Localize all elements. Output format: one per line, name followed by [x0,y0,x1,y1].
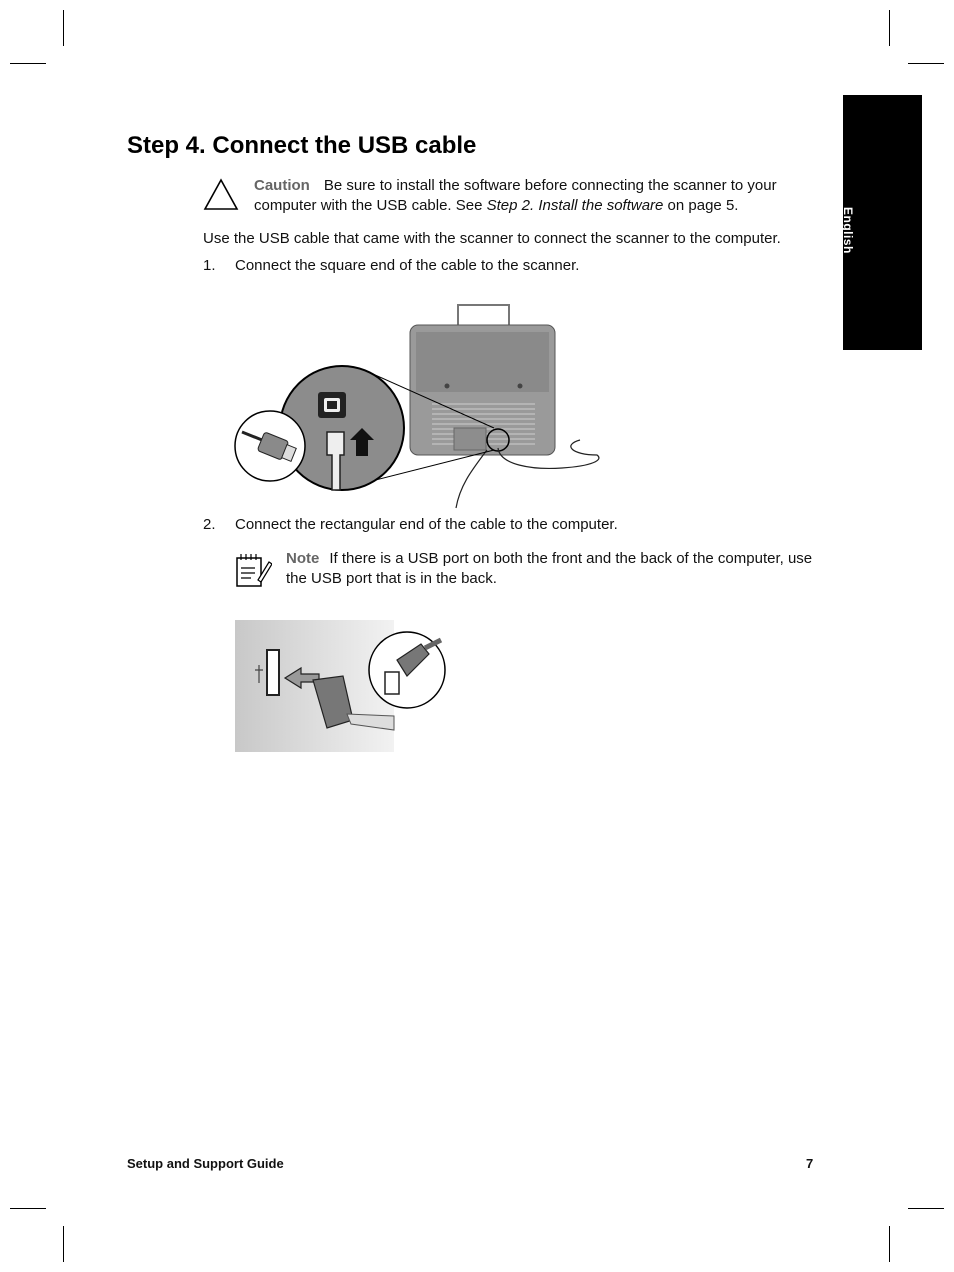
caution-triangle-icon [203,178,239,211]
step-number: 2. [203,516,216,533]
caution-reference: Step 2. Install the software [486,197,664,214]
crop-mark [889,1226,890,1262]
note-pad-icon [234,552,272,588]
note-label: Note [286,550,320,567]
caution-label: Caution [254,177,310,194]
crop-mark [889,10,890,46]
language-tab [843,95,922,350]
computer-usb-illustration [235,620,450,752]
caution-block [254,176,819,216]
crop-mark [10,1208,46,1209]
caution-text-end: on page 5. [663,197,739,214]
intro-paragraph: Use the USB cable that came with the scanner to connect the scanner to the computer. [203,230,781,247]
page-title: Step 4. Connect the USB cable [127,132,477,159]
note-text: If there is a USB port on both the front and the back of the computer, use the USB port that is in the back. [286,550,813,587]
step-text: Connect the rectangular end of the cable to the computer. [235,516,618,533]
note-block [286,549,821,589]
footer-guide-title: Setup and Support Guide [127,1156,284,1171]
crop-mark [908,1208,944,1209]
caution-text: Be sure to install the software before connecting the scanner to your computer with the USB cable. See [254,177,777,214]
scanner-usb-illustration [232,300,612,510]
page-number: 7 [806,1156,814,1171]
crop-mark [63,10,64,46]
step-number: 1. [203,257,216,274]
crop-mark [63,1226,64,1262]
language-tab-label: English [841,207,855,254]
crop-mark [908,63,944,64]
step-text: Connect the square end of the cable to the scanner. [235,257,580,274]
crop-mark [10,63,46,64]
